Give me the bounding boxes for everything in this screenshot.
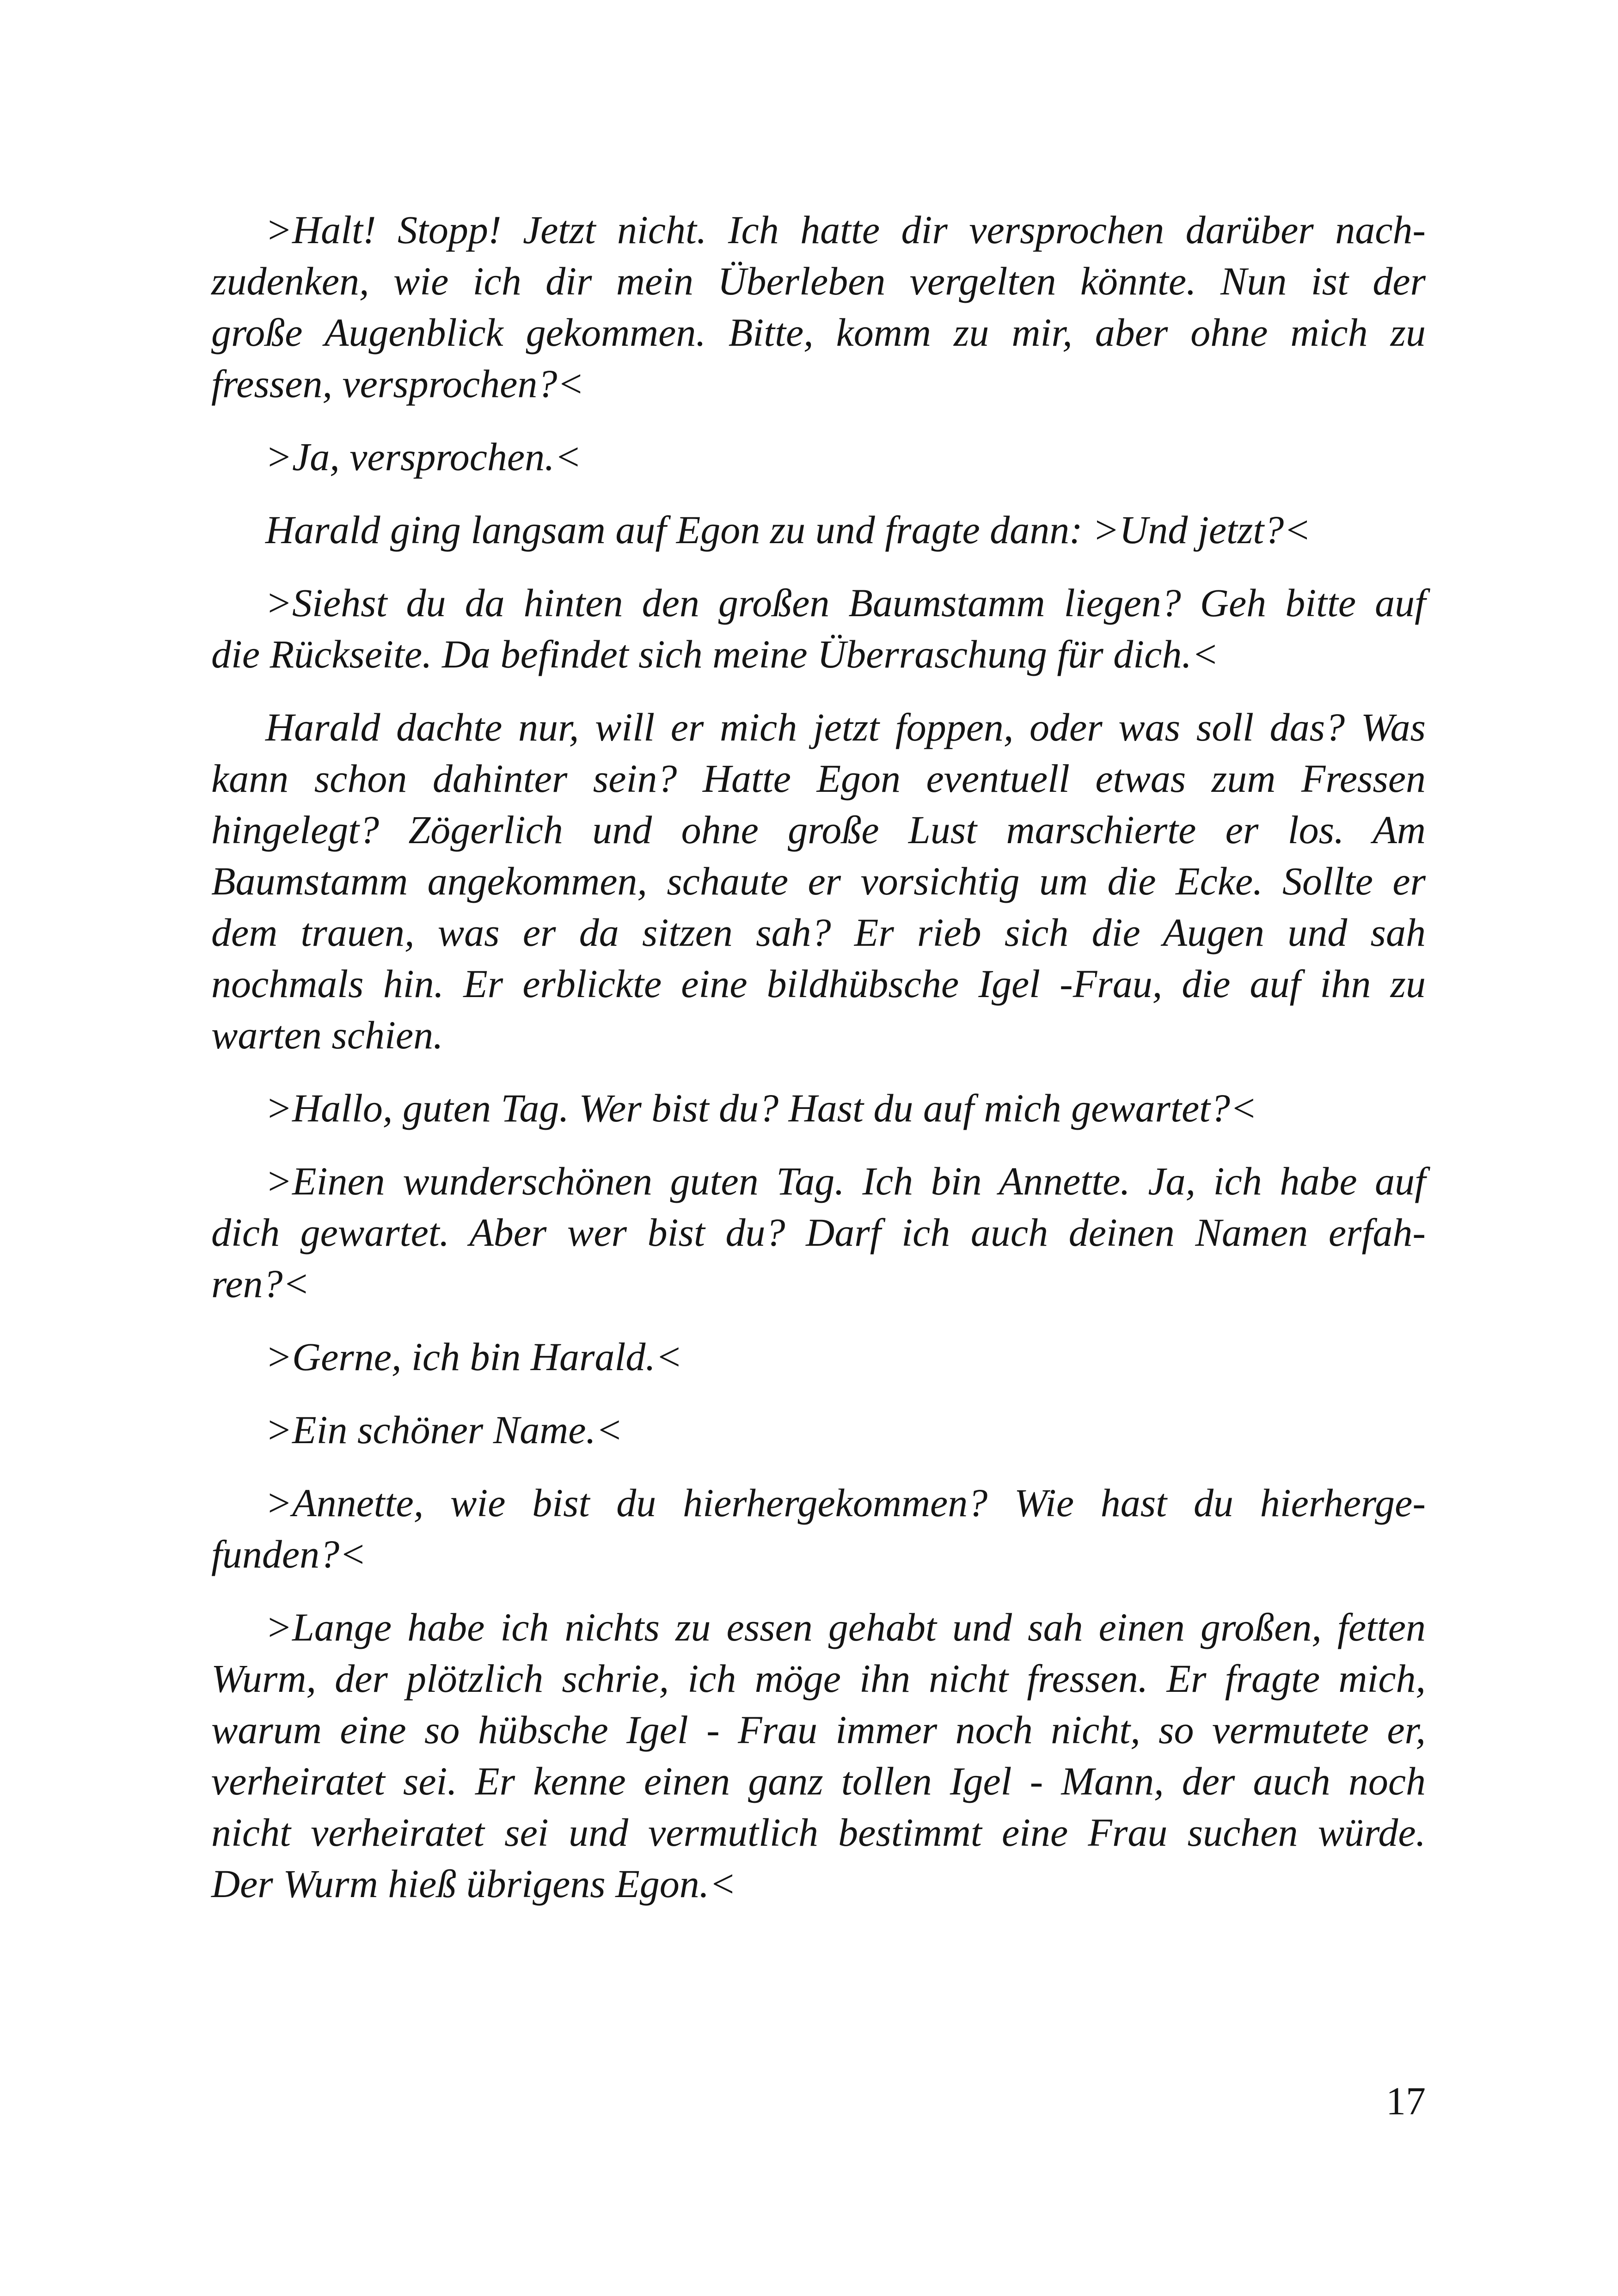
text-line: nicht verheiratet sei und vermutlich bestimmt eine Frau suchen würde. — [211, 1810, 1426, 1855]
page-number: 17 — [1386, 2079, 1426, 2123]
text-line: Wurm, der plötzlich schrie, ich möge ihn nicht fressen. Er fragte mich, — [211, 1656, 1426, 1701]
paragraph — [211, 1477, 1426, 1580]
text-line: dem trauen, was er da sitzen sah? Er rieb sich die Augen und sah — [211, 910, 1426, 955]
paragraph — [211, 1602, 1426, 1910]
text-line: >Hallo, guten Tag. Wer bist du? Hast du auf mich gewartet?< — [265, 1086, 1257, 1130]
text-line: funden?< — [211, 1532, 367, 1576]
paragraph — [211, 1156, 1426, 1310]
paragraph — [211, 702, 1426, 1061]
paragraph — [211, 577, 1426, 680]
paragraph — [211, 1083, 1426, 1134]
text-line: warum eine so hübsche Igel - Frau immer noch nicht, so vermutete er, — [211, 1708, 1426, 1752]
text-line: Harald dachte nur, will er mich jetzt foppen, oder was soll das? Was — [265, 705, 1426, 749]
paragraph — [211, 1331, 1426, 1383]
text-line: nochmals hin. Er erblickte eine bildhübsche Igel -Frau, die auf ihn zu — [211, 961, 1426, 1006]
paragraph — [211, 1404, 1426, 1456]
paragraph — [211, 504, 1426, 556]
text-line: >Ja, versprochen.< — [265, 435, 582, 479]
text-line: >Gerne, ich bin Harald.< — [265, 1335, 682, 1379]
text-line: dich gewartet. Aber wer bist du? Darf ich auch deinen Namen erfah- — [211, 1210, 1426, 1255]
text-line: ren?< — [211, 1261, 310, 1306]
text-line: zudenken, wie ich dir mein Überleben vergelten könnte. Nun ist der — [211, 259, 1426, 303]
text-line: >Siehst du da hinten den großen Baumstamm liegen? Geh bitte auf — [265, 581, 1426, 625]
text-line: große Augenblick gekommen. Bitte, komm zu mir, aber ohne mich zu — [211, 310, 1426, 355]
text-line: >Annette, wie bist du hierhergekommen? Wie hast du hierherge- — [265, 1481, 1426, 1525]
text-line: Der Wurm hieß übrigens Egon.< — [211, 1861, 736, 1906]
text-line: verheiratet sei. Er kenne einen ganz tollen Igel - Mann, der auch noch — [211, 1759, 1426, 1803]
text-body — [211, 204, 1426, 1931]
text-line: die Rückseite. Da befindet sich meine Überraschung für dich.< — [211, 632, 1219, 676]
text-line: >Lange habe ich nichts zu essen gehabt und sah einen großen, fetten — [265, 1605, 1426, 1649]
text-line: >Einen wunderschönen guten Tag. Ich bin Annette. Ja, ich habe auf — [265, 1159, 1426, 1203]
paragraph — [211, 204, 1426, 410]
text-line: fressen, versprochen?< — [211, 361, 584, 406]
text-line: >Ein schöner Name.< — [265, 1408, 623, 1452]
text-line: >Halt! Stopp! Jetzt nicht. Ich hatte dir versprochen darüber nach- — [265, 208, 1426, 252]
text-line: Baumstamm angekommen, schaute er vorsichtig um die Ecke. Sollte er — [211, 859, 1426, 903]
text-line: warten schien. — [211, 1013, 443, 1057]
text-line: Harald ging langsam auf Egon zu und fragte dann: >Und jetzt?< — [265, 508, 1311, 552]
text-line: hingelegt? Zögerlich und ohne große Lust marschierte er los. Am — [211, 808, 1426, 852]
text-line: kann schon dahinter sein? Hatte Egon eventuell etwas zum Fressen — [211, 756, 1426, 801]
paragraph — [211, 431, 1426, 483]
